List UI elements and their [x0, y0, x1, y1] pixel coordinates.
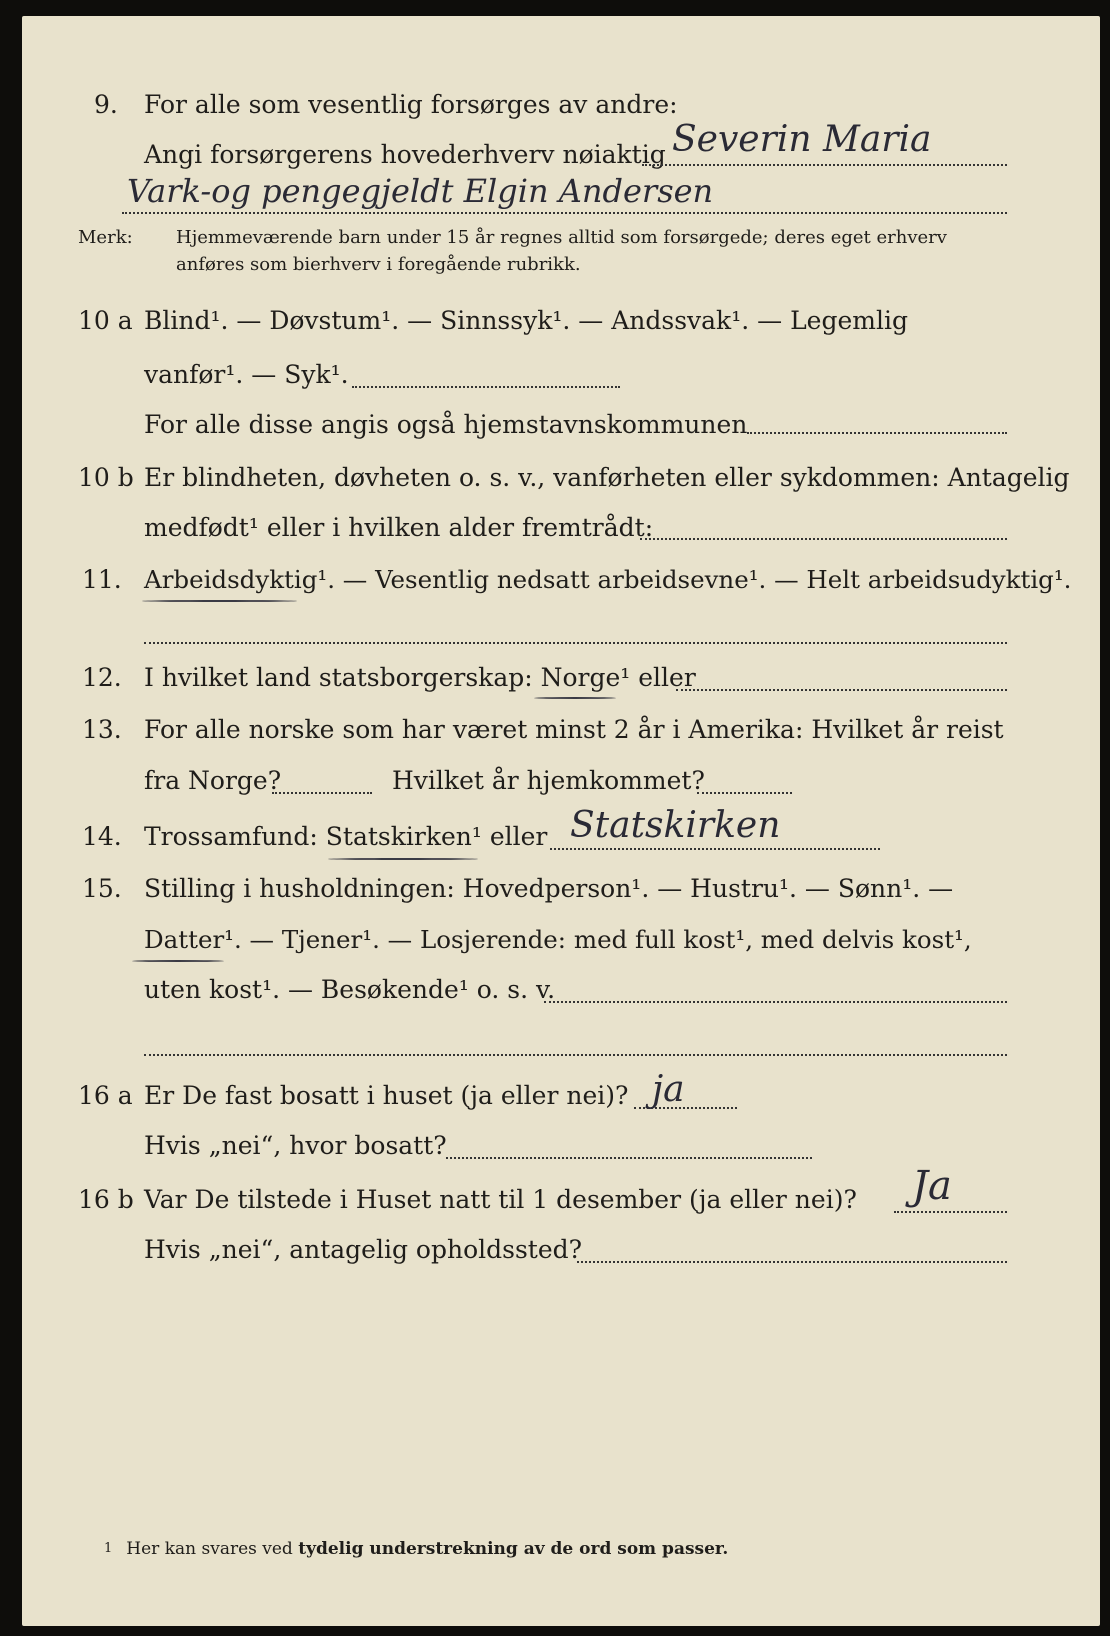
q13-number: 13. [82, 715, 122, 744]
q10a-dotted-line-1 [352, 386, 620, 388]
q15-number: 15. [82, 874, 122, 903]
q16b-dotted-line-1 [894, 1211, 1007, 1213]
q15-dotted-line-2 [144, 1054, 1007, 1056]
q10a-line2: vanfør¹. — Syk¹. [144, 360, 349, 389]
footnote [104, 1536, 728, 1562]
q9-line1: For alle som vesentlig forsørges av andre: [144, 90, 678, 119]
q12-line1: I hvilket land statsborgerskap: Norge¹ eller [144, 663, 696, 692]
q10b-dotted-line [640, 538, 1007, 540]
merk-line2: anføres som bierhverv i foregående rubrikk. [176, 254, 581, 275]
q13-line2b: Hvilket år hjemkommet? [392, 766, 705, 795]
q14-number: 14. [82, 822, 122, 851]
q14-handwritten-underline [328, 858, 478, 860]
q10a-line1: Blind¹. — Døvstum¹. — Sinnssyk¹. — Andssvak¹. — Legemlig [144, 306, 908, 335]
q11-line1: Arbeidsdyktig¹. — Vesentlig nedsatt arbeidsevne¹. — Helt arbeidsudyktig¹. [144, 565, 1072, 594]
q11-dotted-line [144, 642, 1007, 644]
q16a-dotted-line-1 [634, 1107, 737, 1109]
q15-line2: Datter¹. — Tjener¹. — Losjerende: med full kost¹, med delvis kost¹, [144, 925, 972, 954]
q16b-dotted-line-2 [577, 1261, 1007, 1263]
q9-number: 9. [94, 90, 118, 119]
q9-dotted-line-1 [642, 164, 1007, 166]
q9-handwritten-answer-1: Severin Maria [672, 119, 932, 160]
census-form-page [22, 16, 1100, 1626]
q10a-line3: For alle disse angis også hjemstavnskommunen [144, 410, 748, 439]
q9-dotted-line-2 [122, 212, 1007, 214]
q16a-dotted-line-2 [446, 1157, 812, 1159]
q13-line2a: fra Norge? [144, 766, 282, 795]
q10b-number: 10 b [78, 463, 134, 492]
q13-dotted-line-1 [272, 792, 372, 794]
q12-number: 12. [82, 663, 122, 692]
q16a-handwritten-answer: ja [652, 1069, 685, 1110]
footnote-mark: 1 [104, 1541, 113, 1556]
q14-line1: Trossamfund: Statskirken¹ eller [144, 822, 548, 851]
q15-line1: Stilling i husholdningen: Hovedperson¹. — Hustru¹. — Sønn¹. — [144, 874, 954, 903]
q16a-number: 16 a [78, 1081, 133, 1110]
q10a-dotted-line-2 [747, 432, 1007, 434]
q13-line1: For alle norske som har været minst 2 år i Amerika: Hvilket år reist [144, 715, 1004, 744]
q15-handwritten-underline [132, 960, 224, 962]
q9-line2: Angi forsørgerens hovederhverv nøiaktig [144, 140, 666, 169]
footnote-text-bold: tydelig understrekning av de ord som passer. [298, 1539, 729, 1559]
q11-handwritten-underline [142, 600, 297, 602]
q12-handwritten-underline [534, 697, 616, 699]
q10b-line1: Er blindheten, døvheten o. s. v., vanførheten eller sykdommen: Antagelig [144, 463, 1070, 492]
q16b-number: 16 b [78, 1185, 134, 1214]
q14-dotted-line [550, 848, 880, 850]
q16a-line1: Er De fast bosatt i huset (ja eller nei)? [144, 1081, 629, 1110]
merk-line1: Hjemmeværende barn under 15 år regnes alltid som forsørgede; deres eget erhverv [176, 227, 947, 248]
q9-handwritten-answer-2: Vark-og pengegjeldt Elgin Andersen [127, 172, 714, 210]
q15-line3: uten kost¹. — Besøkende¹ o. s. v. [144, 975, 556, 1004]
q16b-line2: Hvis „nei“, antagelig opholdssted? [144, 1235, 583, 1264]
q14-handwritten-answer: Statskirken [570, 805, 781, 846]
q10b-line2: medfødt¹ eller i hvilken alder fremtrådt: [144, 513, 654, 542]
q11-number: 11. [82, 565, 122, 594]
q13-dotted-line-2 [697, 792, 792, 794]
q12-dotted-line [676, 689, 1007, 691]
q10a-number: 10 a [78, 306, 133, 335]
q15-dotted-line-1 [544, 1001, 1007, 1003]
footnote-text-normal: Her kan svares ved [126, 1539, 293, 1559]
q16a-line2: Hvis „nei“, hvor bosatt? [144, 1131, 447, 1160]
q16b-handwritten-answer: Ja [912, 1163, 952, 1209]
q16b-line1: Var De tilstede i Huset natt til 1 desember (ja eller nei)? [144, 1185, 857, 1214]
merk-label: Merk: [78, 227, 133, 248]
